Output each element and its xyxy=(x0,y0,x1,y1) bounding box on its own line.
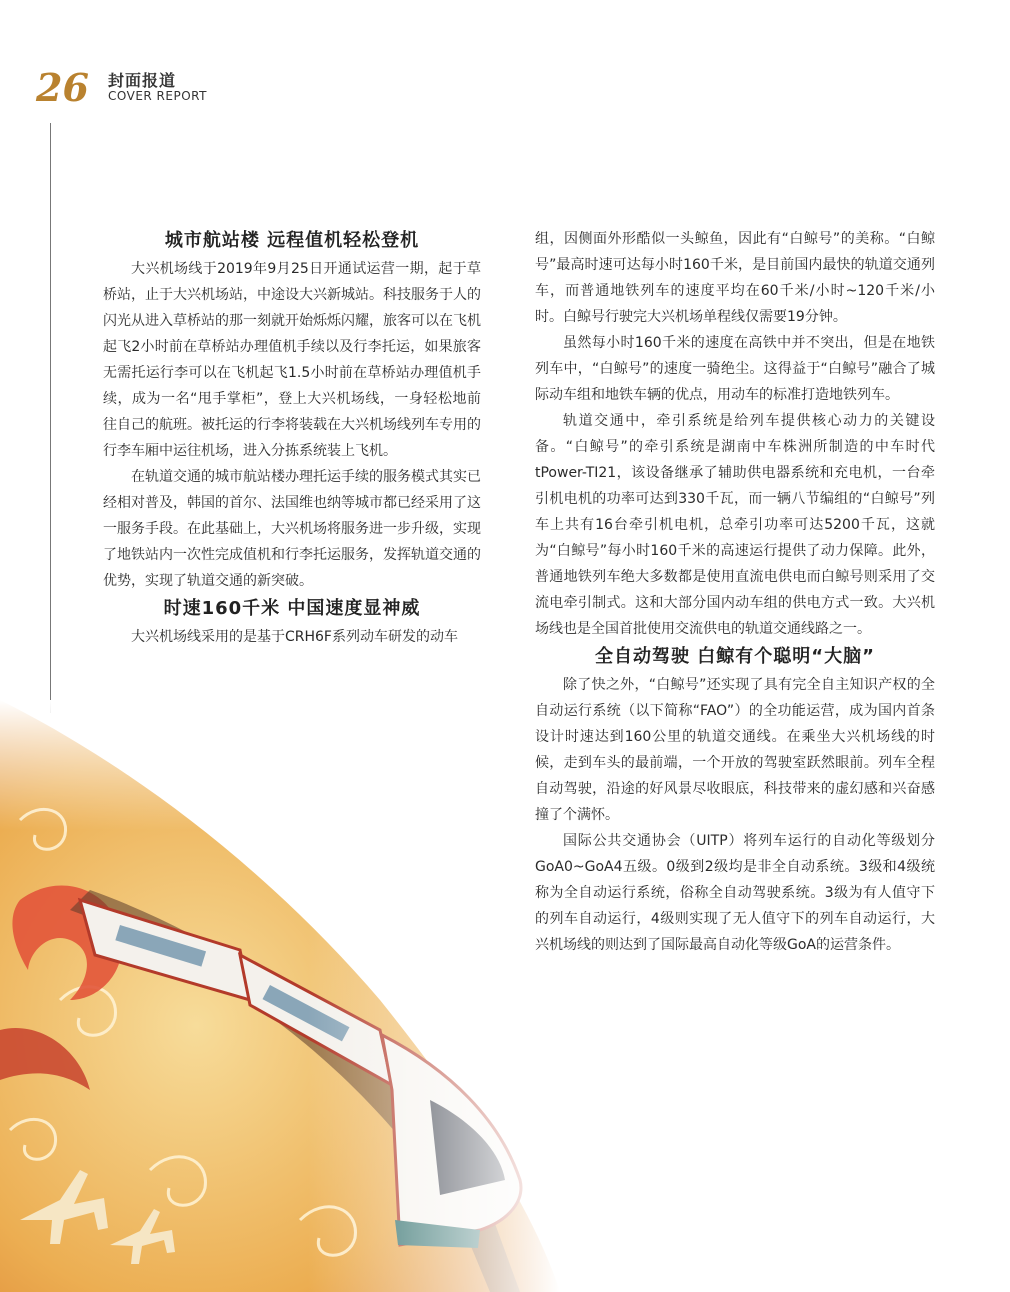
heading-speed: 时速160千米 中国速度显神威 xyxy=(163,598,421,619)
paragraph: 除了快之外，“白鲸号”还实现了具有完全自主知识产权的全自动运行系统（以下简称“FAO”）的全功能运营，成为国内首条设计时速达到160公里的轨道交通线。在乘坐大兴机场线的时候，走到车头的最前端，一个开放的驾驶室跃然眼前。列车全程自动驾驶，沿途的好风景尽收眼底，科技带来的虚幻感和兴奋感撞了个满怀。 xyxy=(535,677,935,823)
heading-autopilot: 全自动驾驶 白鲸有个聪明“大脑” xyxy=(595,646,875,667)
page-number: 26 xyxy=(36,65,89,110)
paragraph: 在轨道交通的城市航站楼办理托运手续的服务模式其实已经相对普及，韩国的首尔、法国维也纳等城市都已经采用了这一服务手段。在此基础上，大兴机场将服务进一步升级，实现了地铁站内一次性完成值机和行李托运服务，发挥轨道交通的优势，实现了轨道交通的新突破。 xyxy=(103,469,481,589)
paragraph: 大兴机场线于2019年9月25日开通试运营一期，起于草桥站，止于大兴机场站，中途设大兴新城站。科技服务于人的闪光从进入草桥站的那一刻就开始烁烁闪耀，旅客可以在飞机起飞2小时前在草桥站办理值机手续以及行李托运，如果旅客无需托运行李可以在飞机起飞1.5小时前在草桥站办理值机手续，成为一名“甩手掌柜”，登上大兴机场线，一身轻松地前往自己的航班。被托运的行李将装载在大兴机场线列车专用的行李车厢中运往机场，进入分拣系统装上飞机。 xyxy=(103,261,481,459)
train-illustration xyxy=(0,700,560,1292)
paragraph: 轨道交通中，牵引系统是给列车提供核心动力的关键设备。“白鲸号”的牵引系统是湖南中车株洲所制造的中车时代tPower-TI21，该设备继承了辅助供电器系统和充电机，一台牵引机电机的功率可达到330千瓦，而一辆八节编组的“白鲸号”列车上共有16台牵引机电机，总牵引功率可达5200千瓦，这就为“白鲸号”每小时160千米的高速运行提供了动力保障。此外，普通地铁列车绝大多数都是使用直流电供电而白鲸号则采用了交流电牵引制式。这和大部分国内动车组的供电方式一致。大兴机场线也是全国首批使用交流供电的轨道交通线路之一。 xyxy=(535,413,935,637)
paragraph: 组，因侧面外形酷似一头鲸鱼，因此有“白鲸号”的美称。“白鲸号”最高时速可达每小时160千米，是目前国内最快的轨道交通列车，而普通地铁列车的速度平均在60千米/小时~120千米/小时。白鲸号行驶完大兴机场单程线仅需要19分钟。 xyxy=(535,231,935,325)
paragraph: 国际公共交通协会（UITP）将列车运行的自动化等级划分GoA0~GoA4五级。0级到2级均是非全自动系统。3级和4级统称为全自动运行系统，俗称全自动驾驶系统。3级为有人值守下的列车自动运行，4级则实现了无人值守下的列车自动运行，大兴机场线的则达到了国际最高自动化等级GoA的运营条件。 xyxy=(535,833,935,953)
margin-rule xyxy=(50,123,51,713)
section-subtitle: COVER REPORT xyxy=(108,89,207,103)
paragraph: 虽然每小时160千米的速度在高铁中并不突出，但是在地铁列车中，“白鲸号”的速度一骑绝尘。这得益于“白鲸号”融合了城际动车组和地铁车辆的优点，用动车的标准打造地铁列车。 xyxy=(535,335,935,403)
left-column xyxy=(103,226,481,650)
heading-city-terminal: 城市航站楼 远程值机轻松登机 xyxy=(164,230,420,251)
right-column xyxy=(535,226,935,958)
paragraph: 大兴机场线采用的是基于CRH6F系列动车研发的动车 xyxy=(131,629,458,645)
section-title: 封面报道 xyxy=(108,71,177,90)
